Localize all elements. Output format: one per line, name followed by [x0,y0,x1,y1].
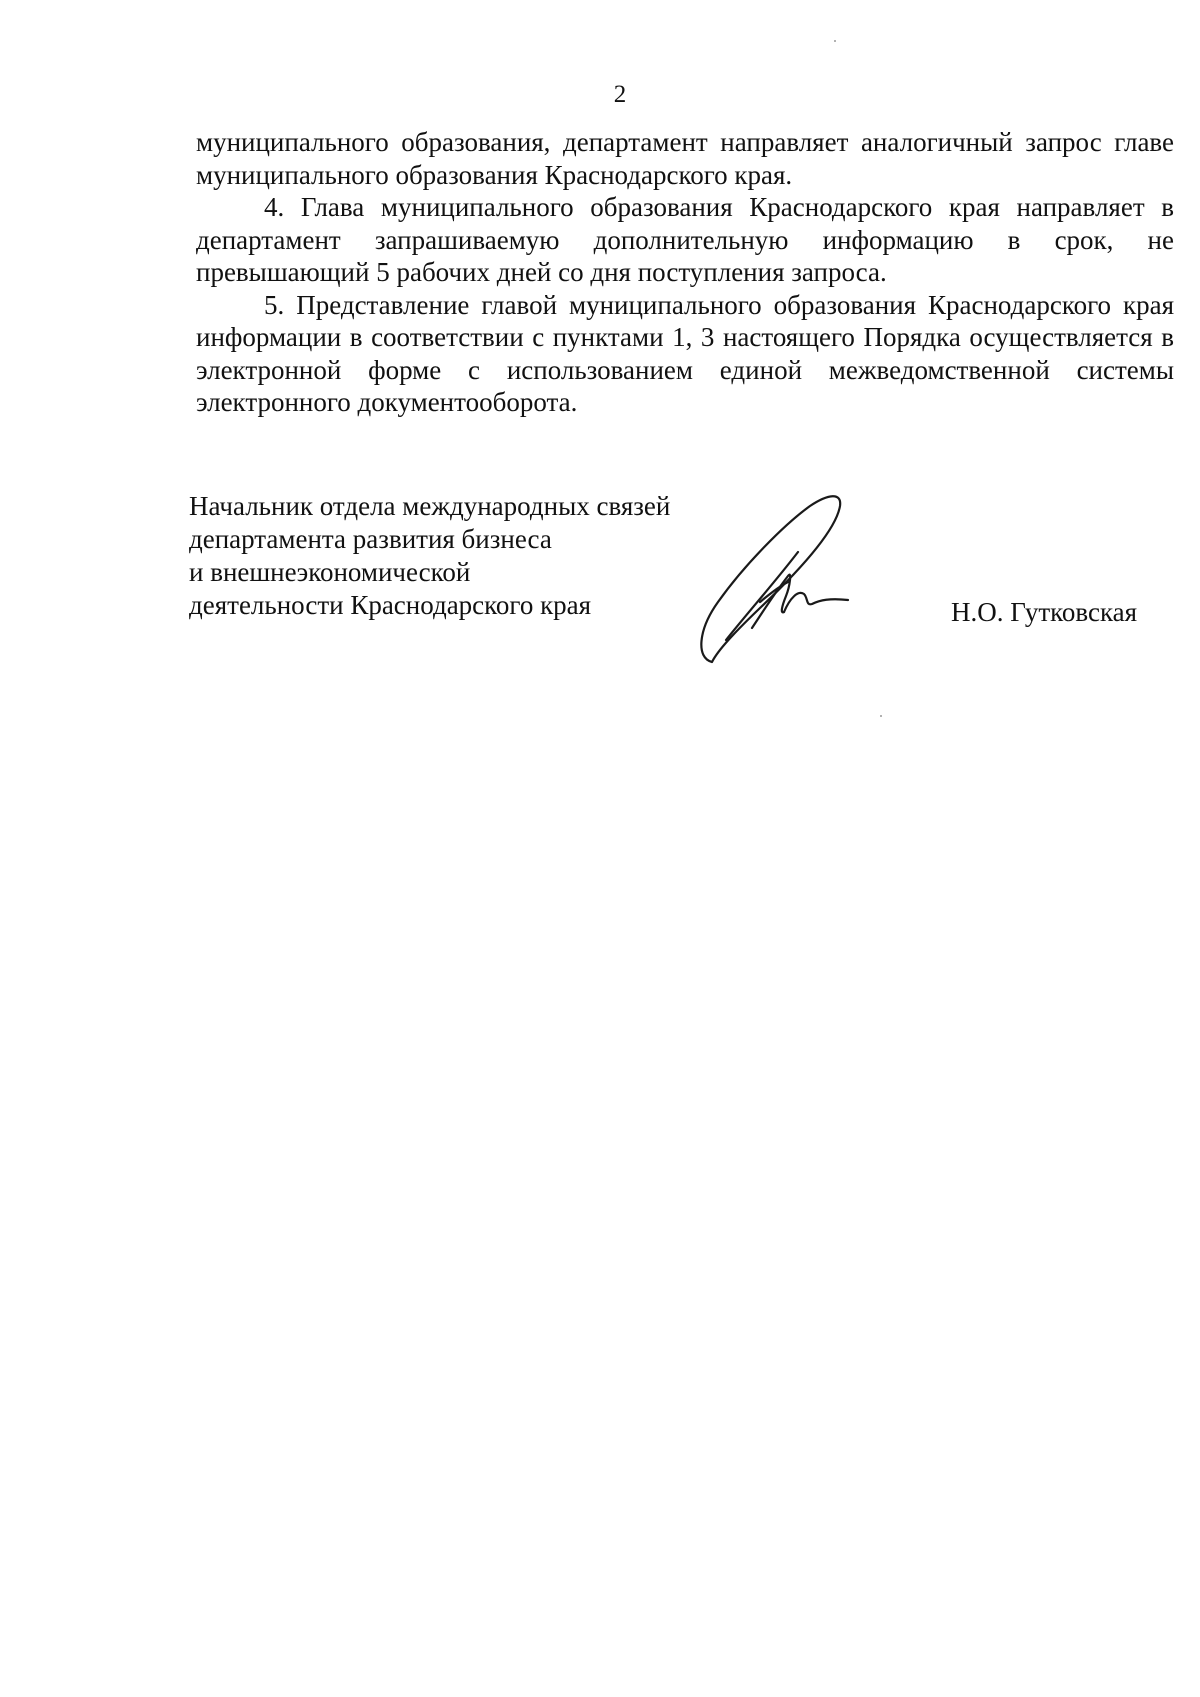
scan-speck [880,715,882,717]
paragraph-item-5: 5. Представление главой муниципального образования Краснодарского края информации в соответствии с пунктами 1, 3 настоящего Порядка осуществляется в электронной форме с использованием единой межведомственной системы электронного документооборота. [196,289,1174,417]
signatory-title-line: деятельности Краснодарского края [189,590,592,620]
page-number: 2 [613,81,627,108]
paragraph-item-4: 4. Глава муниципального образования Краснодарского края направляет в департамент запрашиваемую дополнительную информацию в срок, не превышающий 5 рабочих дней со дня поступления запроса. [196,192,1174,287]
paragraph-continuation: муниципального образования, департамент направляет аналогичный запрос главе муниципального образования Краснодарского края. [196,127,1174,190]
signatory-title-line: департамента развития бизнеса [189,524,552,554]
handwritten-signature [690,490,910,670]
signatory-title [189,490,670,622]
scan-speck [834,40,836,42]
signatory-title-line: и внешнеэкономической [189,557,471,587]
signatory-title-line: Начальник отдела международных связей [189,491,671,521]
signer-name: Н.О. Гутковская [951,597,1138,627]
document-body [196,126,1174,419]
